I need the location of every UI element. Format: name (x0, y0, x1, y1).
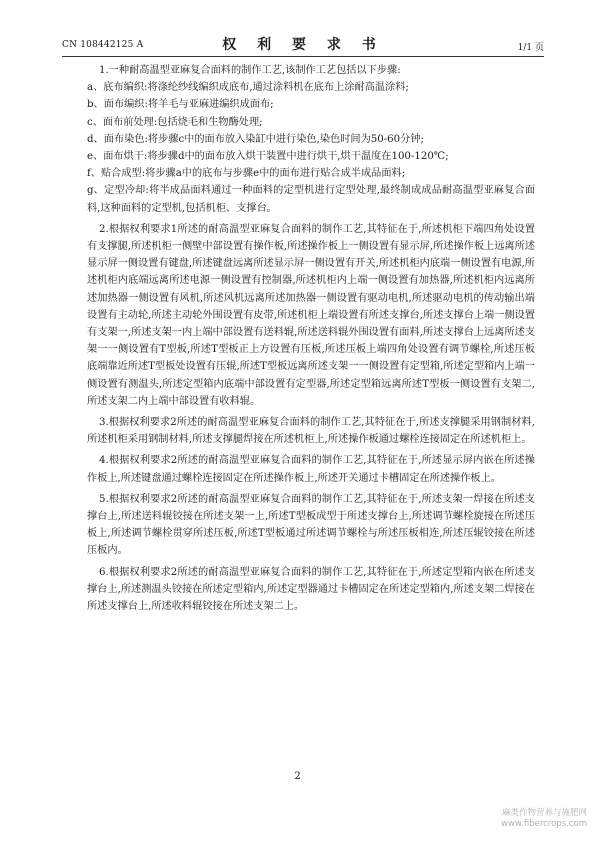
publication-number: CN 108442125 A (62, 40, 144, 50)
claim-6: 6.根据权利要求2所述的耐高温型亚麻复合面料的制作工艺,其特征在于,所述定型箱内嵌在所述支撑台上,所述测温头铰接在所述定型箱内,所述定型器通过卡槽固定在所述定型箱内,所述支架二焊接在所述支撑台上,所述收料辊铰接在所述支架二上。 (87, 566, 535, 613)
claim-1-step-g: g、定型冷却:将半成品面料通过一种面料的定型机进行定型处理,最终制成成品耐高温型亚麻复合面料,这种面料的定型机,包括机柜、支撑台。 (87, 185, 536, 214)
claim-4: 4.根据权利要求2所述的耐高温型亚麻复合面料的制作工艺,其特征在于,所述显示屏内嵌在所述操作板上,所述键盘通过螺栓连接固定在所述操作板上,所述开关通过卡槽固定在所述操作板上。 (87, 455, 535, 484)
watermark-site-name: 麻类作物营养与施肥网 (501, 808, 587, 818)
claims-body (87, 62, 535, 615)
claim-5: 5.根据权利要求2所述的耐高温型亚麻复合面料的制作工艺,其特征在于,所述支架一焊接在所述支撑台上,所述送料辊铰接在所述支架一上,所述T型板成型于所述支撑台上,所述调节螺栓旋接在所述压板上,所述调节螺栓贯穿所述压板,所述T型板通过所述调节螺栓与所述压板相连,所述压辊铰接在所述压板内。 (87, 493, 535, 557)
page-number: 2 (294, 771, 301, 782)
claim-1-step-c: c、面布前处理:包括烧毛和生物酶处理; (87, 116, 263, 128)
document-header (62, 32, 544, 54)
claim-1-intro: 1.一种耐高温型亚麻复合面料的制作工艺,该制作工艺包括以下步骤: (99, 65, 401, 76)
claim-1-step-e: e、面布烘干:将步骤d中的面布放入烘干装置中进行烘干,烘干温度在100-120℃; (87, 151, 449, 163)
claim-1-step-b: b、面布编织:将羊毛与亚麻进编织成面布; (87, 99, 274, 111)
claim-1-step-d: d、面布染色:将步骤c中的面布放入染缸中进行染色,染色时间为50-60分钟; (87, 133, 424, 145)
watermark-url: www.fibercrops.com (501, 819, 587, 829)
claim-3: 3.根据权利要求2所述的耐高温型亚麻复合面料的制作工艺,其特征在于,所述支撑腿采用钢制材料,所述机柜采用钢制材料,所述支撑腿焊接在所述机柜上,所述操作板通过螺栓连接固定在所述机柜上。 (87, 417, 535, 446)
claim-1-step-f: f、贴合成型:将步骤a中的底布与步骤e中的面布进行贴合成半成品面料; (87, 168, 406, 180)
document-title: 权 利 要 求 书 (222, 37, 384, 53)
site-watermark (501, 808, 587, 830)
page-info: 1/1 页 (517, 43, 544, 53)
claim-1-step-a: a、底布编织:将涤纶纱线编织成底布,通过涂料机在底布上涂耐高温涂料; (87, 82, 409, 94)
claim-2: 2.根据权利要求1所述的耐高温型亚麻复合面料的制作工艺,其特征在于,所述机柜下端四角处设置有支撑腿,所述机柜一侧壁中部设置有操作板,所述操作板上一侧设置有显示屏,所述操作板上远离所述显示屏一侧设置有键盘,所述键盘远离所述显示屏一侧设置有开关,所述机柜内底端一侧设置有电源,所述机柜内底端远离所述电源一侧设置有控制器,所述机柜内上端一侧设置有加热器,所述机柜内远离所述加热器一侧设置有风机,所述风机远离所述加热器一侧设置有驱动电机,所述驱动电机的传动输出端设置有主动轮,所述主动轮外围设置有皮带,所述机柜上端设置有所述支撑台,所述支撑台上端一侧设置有支架一,所述支架一内上端中部设置有送料辊,所述送料辊外围设置有面料,所述支撑台上远离所述支架一一侧设置有T型板,所述T型板正上方设置有压板,所述压板上端四角处设置有调节螺栓,所述压板底端靠近所述T型板处设置有压辊,所述T型板远离所述支架一一侧设置有定型箱,所述定型箱内上端一侧设置有测温头,所述定型箱内底端中部设置有定型器,所述定型箱远离所述T型板一侧设置有支架二,所述支架二内上端中部设置有收料辊。 (87, 223, 535, 407)
header-divider (62, 56, 544, 57)
